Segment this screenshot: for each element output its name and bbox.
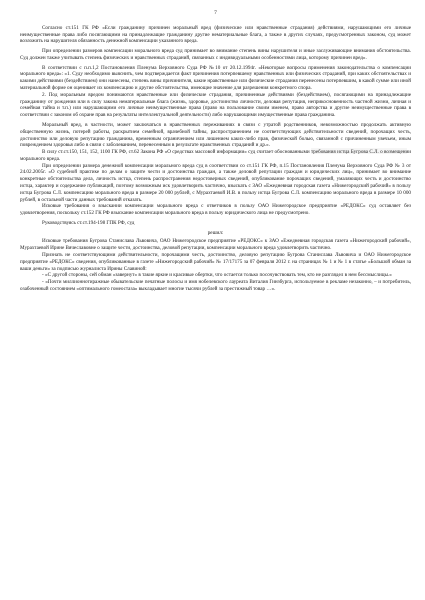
resolution-heading: решил: [207,229,224,236]
paragraph-legal-entity-claim: Исковые требования о взыскании компенсации морального вреда с ответчиков в пользу ОАО Нижегородское предприятие «РЕДОКС» суд оставляет без удовлетворения, поскольку ст.152 ГК РФ взыскание компенсации морального вреда в пользу юридического лица не предусмотрено. [20,203,411,217]
paragraph-plenum-resolution: В соответствии с п.п.1,2 Постановления Пленума Верховного Суда РФ №10 от 20.12.1994г. «Некоторые вопросы применения законодательства о компенсации морального вреда»: «1. Суду необходимо выяснить, чем подтверждается факт причинения потерпевшему нравственных или физических страданий, при каких обстоятельствах и какими действиями (бездействием) они нанесены, степень вины причинителя, какие нравственные или физические страдания перенесены потерпевшим, в какой сумме или иной материальной форме он оценивает их компенсацию и другие обстоятельства, имеющие значение для разрешения конкретного спора. [20,64,411,92]
faint-stamp-mark [311,147,407,155]
statute-reference: Руководствуясь ст.ст.194-198 ГПК РФ, суд [42,219,135,226]
paragraph-art151: Согласно ст.151 ГК РФ «Если гражданину причинен моральный вред (физические или нравственные страдания) действиями, нарушающими его личные неимущественные права либо посягающими на принадлежащие гражданину другие нематериальные блага, а также в других случаях, предусмотренных законом, суд может возложить на нарушителя обязанность денежной компенсации указанного вреда. [20,24,411,45]
paragraph-claims-justified: В силу ст.ст.150, 151, 152, 1100 ГК РФ, ст.62 Закона РФ «О средствах массовой информации» суд считает обоснованными требования истца Бугрова С.Л. о возмещении морального вреда. [20,149,411,162]
paragraph-moral-harm-definition: 2. Под моральным вредом понимаются нравственные или физические страдания, причиненные действиями (бездействием), посягающими на принадлежащие гражданину от рождения или в силу закона нематериальные блага (жизнь, здоровье, достоинство личности, деловая репутация, неприкосновенность частной жизни, личная и семейная тайна и т.п.) или нарушающими его личные неимущественные права (право на пользование своим именем, право авторства и другие неимущественные права в соответствии с законом об охране прав на результаты интеллектуальной деятельности) либо нарушающими имущественные права гражданина. [20,91,411,119]
quoted-statement-1: - «С другой стороны, сей обман «завернут» в такие яркие и красивые обертки, что остается только посочувствовать тем, кто не разглядел в нем бессмыслицы.» [42,272,392,279]
decision-recognize-untrue: Признать не соответствующими действительности, порочащими честь, достоинство, деловую репутацию Бугрова Станислава Львовича и ОАО Нижегородское предприятие «РЕДОКС» сведения, опубликованные в газете «Нижегородский рабочий» № 17/17175 за 07 февраля 2012 г. на страницах № 1 и № 1 в статье «Большой обман за ваши деньги» за подписью журналиста Ирины Славиной: [20,252,411,272]
page-number: 7 [214,10,217,16]
decision-partial-satisfaction: Исковые требования Бугрова Станислава Львовича, ОАО Нижегородское предприятие «РЕДОКС» к ЗАО «Ежедневная городская газета «Нижегородский рабочий», Мурахтаевой Ирине Вячеславовне о защите чести, достоинства, деловой репутации, компенсации морального вреда удовлетворить частично. [20,238,411,252]
quoted-statement-2: - «Почти миллионнотиражные обывательские печатные полосы и имя нобелевского лауреата Виталия Гинзбурга, используемое в рекламе незаконно, – и потребитель, озабоченный состоянием «оптимального гомеостаза» выкладывает многие тысячи рублей за престижный товар …». [20,279,411,292]
paragraph-damages-criteria: При определении размеров компенсации морального вреда суд принимает во внимание степень вины нарушителя и иные заслуживающие внимания обстоятельства. Суд должен также учитывать степень физических и нравственных страданий, связанных с индивидуальными особенностями лица, которому причинен вред». [20,48,411,61]
paragraph-moral-harm-examples: Моральный вред, в частности, может заключаться в нравственных переживаниях в связи с утратой родственников, невозможностью продолжать активную общественную жизнь, потерей работы, раскрытием семейной, врачебной тайны, распространением не соответствующих действительности сведений, порочащих честь, достоинство или деловую репутацию гражданина, временным ограничением или лишением каких-либо прав, физической болью, связанной с причиненным увечьем, иным повреждением здоровья либо в связи с заболеванием, перенесенным в результате нравственных страданий и др.». [20,121,411,149]
paragraph-compensation-amount: При определении размера денежной компенсации морального вреда суд в соответствии со ст.151 ГК РФ, п.15 Постановления Пленума Верховного Суда РФ № 3 от 24.02.2005г. «О судебной практике по делам о защите чести и достоинства граждан, а также деловой репутации граждан и юридических лиц», принимает во внимание конкретные обстоятельства дела, личность истца, степень распространения недостоверных сведений, опубликование порочащих сведений, умаляющих честь и достоинство истца, характер и содержание публикаций, поэтому возможным иск удовлетворить частично, взыскать с ЗАО «Ежедневная городская газета «Нижегородский рабочий» в пользу истца Бугрова С.Л. компенсацию морального вреда в размере 20 000 рублей, с Мурахтаевой И.В. в пользу истца Бугрова С.Л. компенсацию морального вреда в размере 10 000 рублей, в остальной части данных требований отказать. [20,162,411,203]
